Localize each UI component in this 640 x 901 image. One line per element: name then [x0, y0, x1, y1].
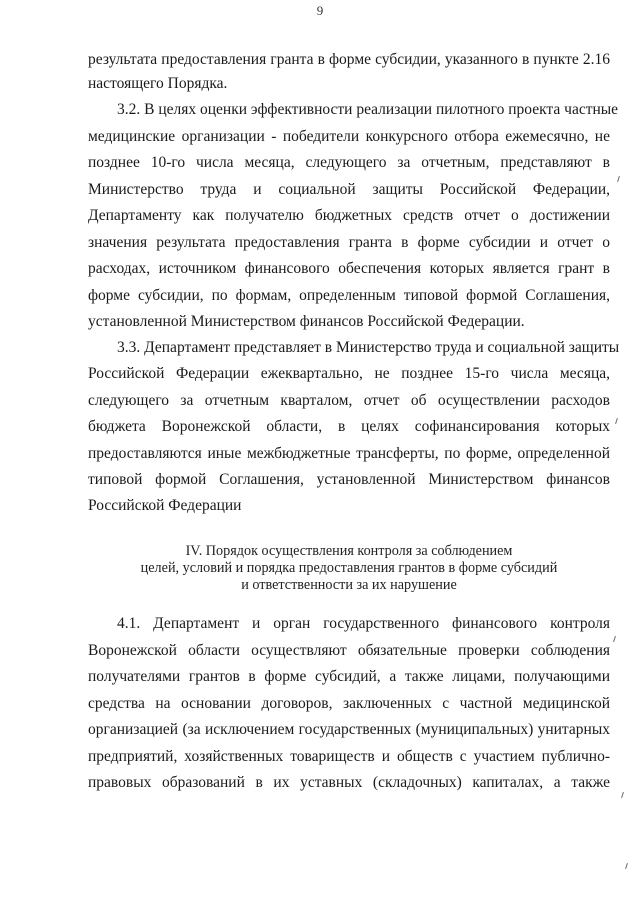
text-line: Российской Федерации ежеквартально, не позднее 15-го числа месяца,	[88, 365, 610, 382]
section-heading-line: и ответственности за их нарушение	[241, 577, 457, 593]
section-heading-line: целей, условий и порядка предоставления грантов в форме субсидий	[140, 560, 558, 576]
text-line: результата предоставления гранта в форме субсидии, указанного в пункте 2.16	[88, 51, 610, 68]
text-line: Министерство труда и социальной защиты Российской Федерации,	[88, 181, 610, 198]
text-line: Воронежской области осуществляют обязательные проверки соблюдения	[88, 642, 610, 659]
text-line: правовых образований в их уставных (складочных) капиталах, а также	[88, 774, 610, 791]
scan-mark	[625, 863, 628, 869]
scan-mark	[621, 792, 624, 798]
text-line: предоставляются иные межбюджетные трансферты, по форме, определенной	[88, 445, 610, 462]
scan-mark	[615, 418, 618, 424]
text-line: медицинские организации - победители конкурсного отбора ежемесячно, не	[88, 128, 610, 145]
page-number: 9	[316, 3, 324, 18]
text-line: бюджета Воронежской области, в целях софинансирования которых	[88, 418, 610, 435]
paragraph-3-3-first-line: 3.3. Департамент представляет в Министерство труда и социальной защиты	[117, 339, 620, 356]
text-line: форме субсидии, по формам, определенным типовой формой Соглашения,	[88, 287, 610, 304]
text-line: Российской Федерации	[88, 497, 242, 514]
text-line: настоящего Порядка.	[88, 75, 228, 92]
paragraph-3-2-first-line: 3.2. В целях оценки эффективности реализации пилотного проекта частные	[117, 101, 619, 118]
paragraph-4-1-first-line: 4.1. Департамент и орган государственного финансового контроля	[117, 615, 610, 632]
text-line: типовой формой Соглашения, установленной Министерством финансов	[88, 471, 610, 488]
text-line: Департаменту как получателю бюджетных средств отчет о достижении	[88, 207, 610, 224]
text-line: следующего за отчетным кварталом, отчет об осуществлении расходов	[88, 392, 610, 409]
scan-mark	[613, 636, 616, 642]
text-line: значения результата предоставления гранта в форме субсидии и отчет о	[88, 234, 610, 251]
text-line: организацией (за исключением государственных (муниципальных) унитарных	[88, 721, 610, 738]
text-line: установленной Министерством финансов Российской Федерации.	[88, 313, 525, 330]
text-line: предприятий, хозяйственных товариществ и обществ с участием публично-	[88, 748, 610, 765]
scan-mark	[617, 176, 620, 182]
text-line: расходах, источником финансового обеспечения которых является грант в	[88, 260, 610, 277]
text-line: позднее 10-го числа месяца, следующего за отчетным, представляют в	[88, 154, 610, 171]
section-heading-line: IV. Порядок осуществления контроля за соблюдением	[185, 543, 513, 559]
text-line: средства на основании договоров, заключенных с частной медицинской	[88, 695, 610, 712]
text-line: получателями грантов в форме субсидий, а также лицами, получающими	[88, 668, 610, 685]
